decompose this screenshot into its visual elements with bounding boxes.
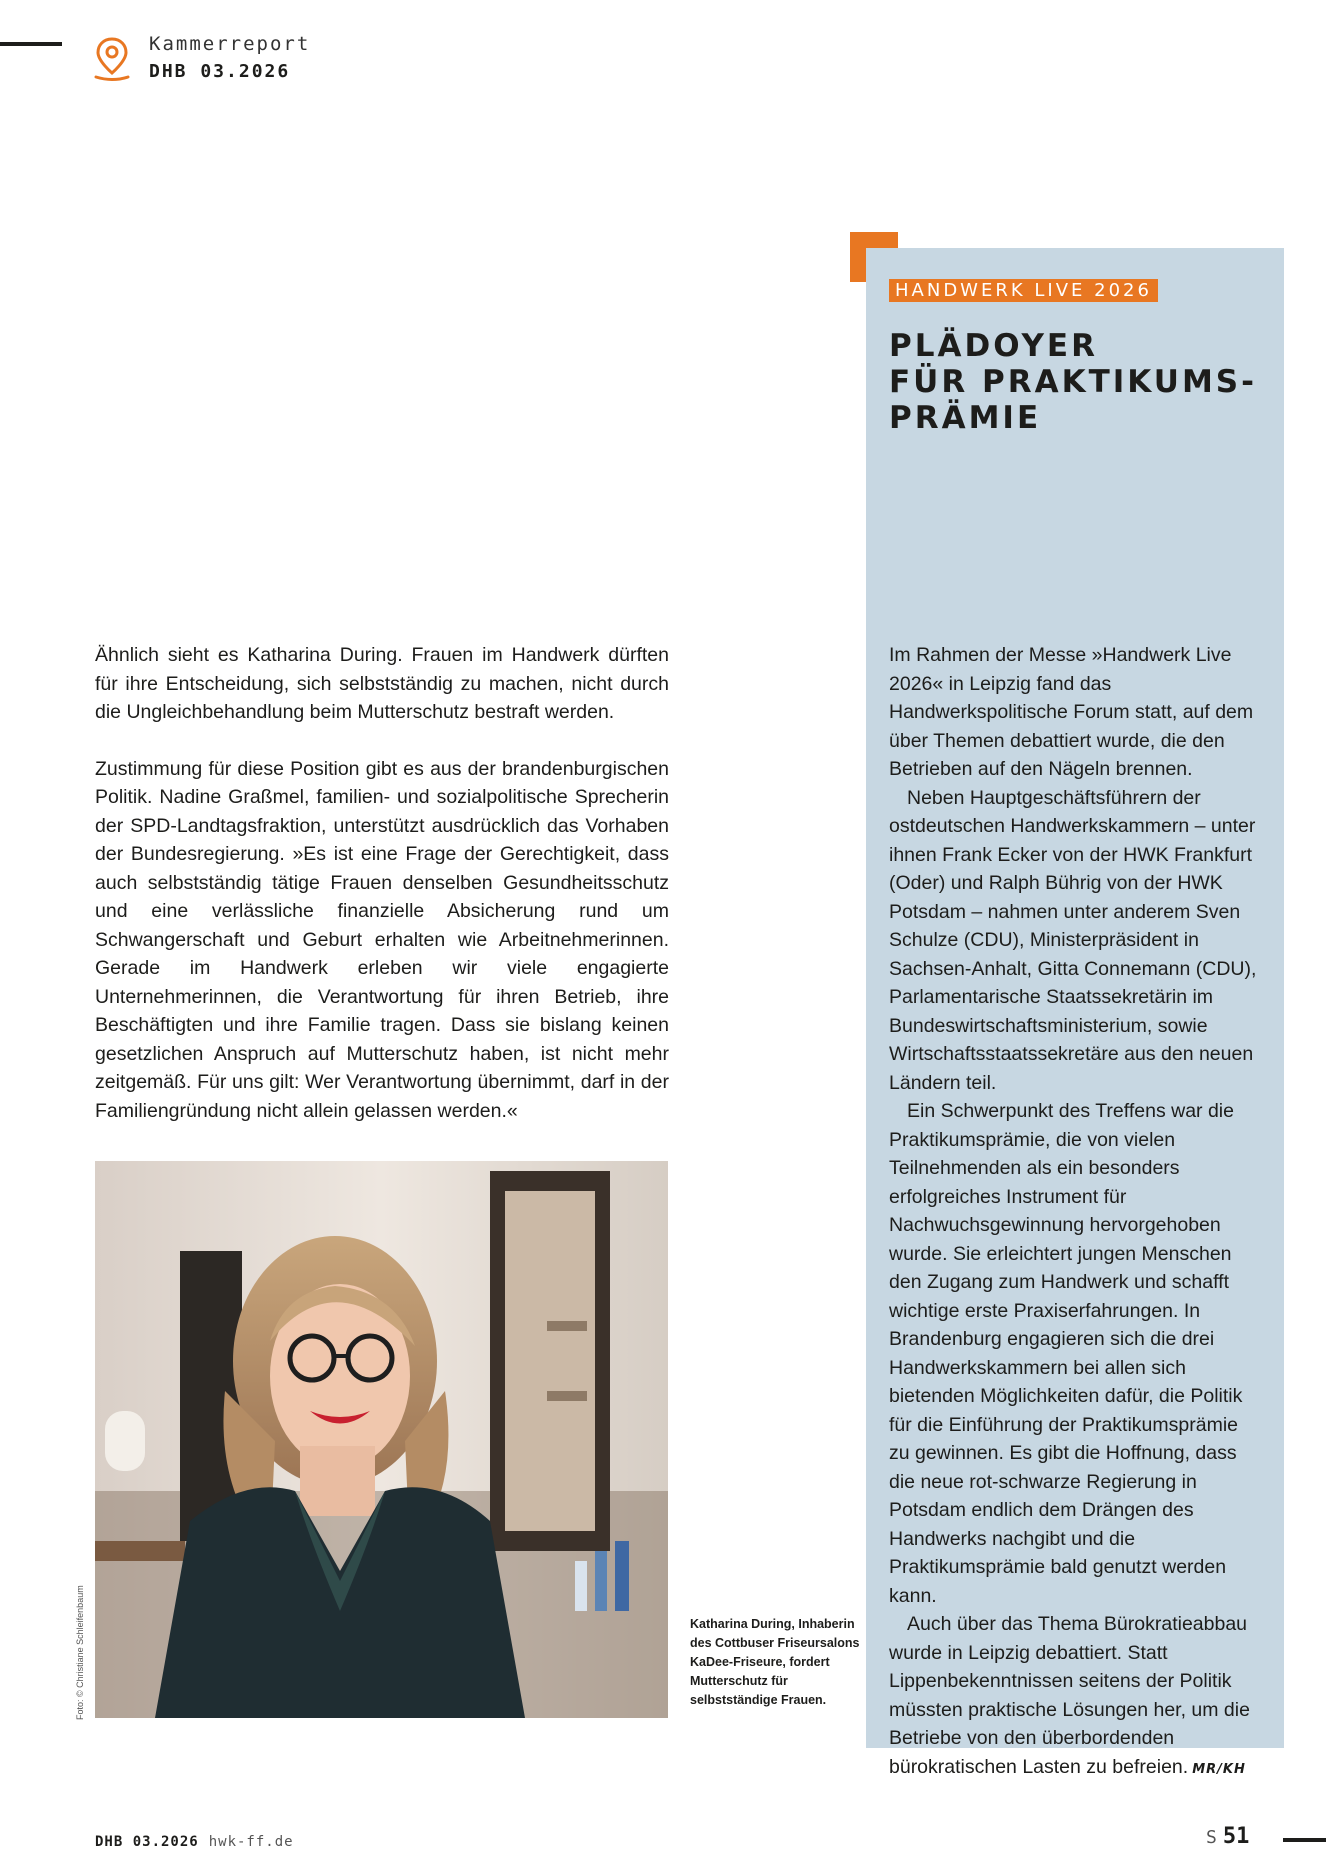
photo-credit: Foto: © Christiane Schleifenbaum [75,1585,85,1720]
page-number-value: 51 [1222,1824,1250,1849]
portrait-photo [95,1161,668,1718]
sidebar-paragraph: Im Rahmen der Messe »Handwerk Live 2026« in Leipzig fand das Handwerkspolitische Forum statt, auf dem über Themen debattiert wurde, die den Betrieben auf den Nägeln brennen. [889,644,1254,780]
photo-caption: Katharina During, Inhaberin des Cottbuser Friseursalons KaDee-Friseure, fordert Mutterschutz für selbstständige Frauen. [690,1617,860,1707]
location-pin-icon [92,36,132,82]
article-paragraph: Ähnlich sieht es Katharina During. Frauen im Handwerk dürften für ihre Entscheidung, sich selbstständig zu machen, nicht durch die Ungleichbehandlung beim Mutterschutz bestraft werden. [95,644,669,723]
issue-label: DHB 03.2026 [149,61,291,82]
article-text [95,641,669,1125]
sidebar-paragraph-last [889,1610,1261,1784]
sidebar-paragraph: Ein Schwerpunkt des Treffens war die Praktikumsprämie, die von vielen Teilnehmenden als ein besonders erfolgreiches Instrument für Nachwuchsgewinnung hervorgehoben wurde. Sie erleichtert jungen Menschen den Zugang zum Handwerk und schafft wichtige erste Praxiserfahrungen. In Brandenburg engagieren sich die drei Handwerkskammern bei allen sich bietenden Möglichkeiten dafür, die Politik für die Einführung der Praktikumsprämie zu gewinnen. Es gibt die Hoffnung, dass die neue rot-schwarze Regierung in Potsdam endlich dem Drängen des Handwerks nachgibt und die Praktikumsprämie bald genutzt werden kann. [889,1100,1243,1607]
footer-issue: DHB 03.2026 [95,1834,199,1850]
bottom-rule [1283,1838,1326,1842]
top-rule [0,42,62,46]
footer-info [95,1834,294,1850]
page-prefix: S [1206,1827,1217,1848]
page-number [1206,1824,1249,1849]
sidebar-text [889,641,1261,1784]
sidebar-paragraph-text: Auch über das Thema Bürokratieabbau wurde in Leipzig debattiert. Statt Lippenbekenntnissen seitens der Politik müssten praktische Lösungen her, um die Betriebe von den überbordenden bürokratischen Lasten zu befreien. [889,1613,1250,1778]
author-initials: MR/KH [1192,1761,1246,1777]
sidebar-kicker: HANDWERK LIVE 2026 [889,279,1158,302]
headline-line: PRÄMIE [889,400,1042,436]
headline-line: FÜR PRAKTIKUMS- [889,364,1257,400]
article-paragraph: Zustimmung für diese Position gibt es aus der brandenburgischen Politik. Nadine Graßmel, familien- und sozialpolitische Sprecherin der SPD-Landtagsfraktion, unterstützt ausdrücklich das Vorhaben der Bundesregierung. »Es ist eine Frage der Gerechtigkeit, dass auch selbstständig tätige Frauen denselben Gesundheitsschutz und eine verlässliche finanzielle Absicherung rund um Schwangerschaft und Geburt erhalten wie Arbeitnehmerinnen. Gerade im Handwerk erleben wir viele engagierte Unternehmerinnen, die Verantwortung für ihren Betrieb, ihre Beschäftigten und ihre Familie tragen. Dass sie bislang keinen gesetzlichen Anspruch auf Mutterschutz haben, ist nicht mehr zeitgemäß. Für uns gilt: Wer Verantwortung übernimmt, darf in der Familiengründung nicht allein gelassen werden.« [95,757,669,1122]
footer-url[interactable]: hwk-ff.de [208,1834,294,1850]
sidebar-paragraph: Neben Hauptgeschäftsführern der ostdeutschen Handwerkskammern – unter ihnen Frank Ecker von der HWK Frankfurt (Oder) und Ralph Bührig von der HWK Potsdam – nahmen unter anderem Sven Schulze (CDU), Ministerpräsident in Sachsen-Anhalt, Gitta Connemann (CDU), Parlamentarische Staatssekretärin im Bundeswirtschaftsministerium, sowie Wirtschaftsstaatssekretäre aus den neuen Ländern teil. [889,786,1257,1094]
sidebar-headline [889,328,1269,436]
portrait-illustration [95,1161,668,1718]
section-title: Kammerreport [149,33,311,55]
headline-line: PLÄDOYER [889,328,1098,364]
